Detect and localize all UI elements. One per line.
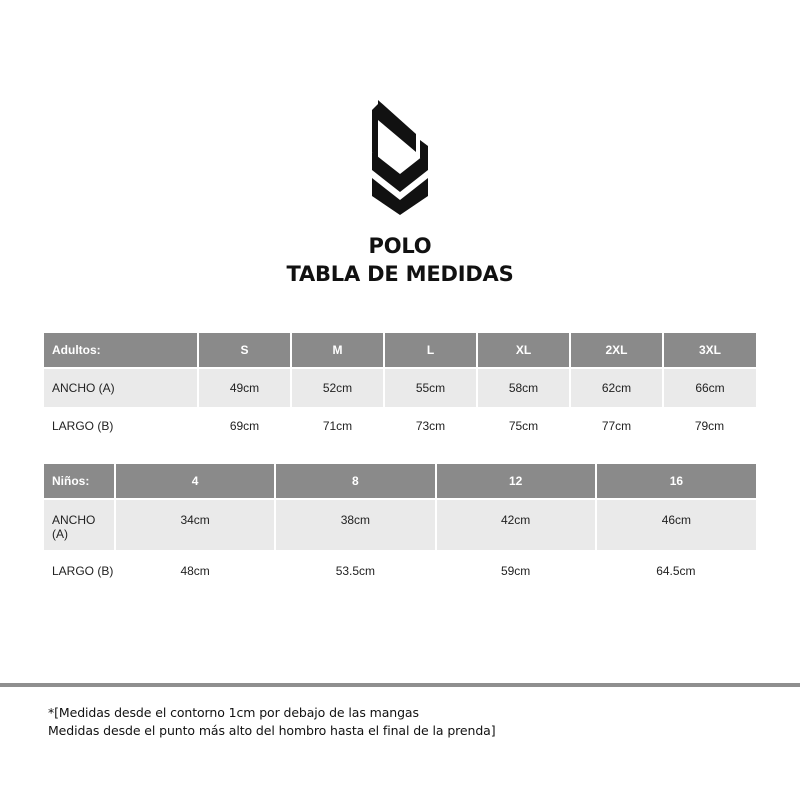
- kids-header-label: Niños:: [44, 464, 115, 499]
- table-cell: 75cm: [508, 419, 539, 433]
- table-cell: 53.5cm: [335, 564, 376, 578]
- row-label: LARGO (B): [52, 419, 114, 433]
- adults-size-3xl: 3XL: [663, 333, 756, 368]
- table-cell: 59cm: [500, 564, 531, 578]
- adults-size-l: L: [384, 333, 477, 368]
- table-cell: 79cm: [694, 419, 725, 433]
- kids-size-16: 16: [596, 464, 756, 499]
- kids-header-row: [44, 464, 756, 499]
- table-cell: 71cm: [322, 419, 353, 433]
- adults-size-xl: XL: [477, 333, 570, 368]
- table-cell: 55cm: [384, 368, 477, 407]
- table-cell: 42cm: [436, 499, 596, 550]
- table-cell: 52cm: [291, 368, 384, 407]
- adults-row-length: [44, 407, 756, 445]
- measurement-note-1: *[Medidas desde el contorno 1cm por debajo de las mangas: [48, 705, 419, 720]
- row-label: ANCHO (A): [44, 368, 198, 407]
- adults-size-m: M: [291, 333, 384, 368]
- table-cell: 46cm: [596, 499, 756, 550]
- table-cell: 73cm: [415, 419, 446, 433]
- table-cell: 58cm: [477, 368, 570, 407]
- measurement-note-2: Medidas desde el punto más alto del hombro hasta el final de la prenda]: [48, 723, 496, 738]
- adults-header-label: Adultos:: [44, 333, 198, 368]
- table-cell: 69cm: [229, 419, 260, 433]
- table-cell: 38cm: [275, 499, 435, 550]
- table-cell: 66cm: [663, 368, 756, 407]
- divider: [0, 683, 800, 687]
- kids-size-table: [44, 464, 756, 600]
- adults-size-table: [44, 333, 756, 445]
- table-cell: 77cm: [601, 419, 632, 433]
- row-label: ANCHO (A): [44, 499, 115, 550]
- adults-header-row: [44, 333, 756, 368]
- kids-size-12: 12: [436, 464, 596, 499]
- size-chart-title: TABLA DE MEDIDAS: [286, 262, 514, 286]
- kids-row-length: [44, 550, 756, 600]
- table-cell: 64.5cm: [656, 564, 696, 578]
- table-cell: 48cm: [180, 564, 210, 578]
- kids-size-8: 8: [275, 464, 435, 499]
- product-title: POLO: [368, 234, 432, 258]
- table-cell: 62cm: [570, 368, 663, 407]
- adults-size-2xl: 2XL: [570, 333, 663, 368]
- row-label: LARGO (B): [52, 564, 114, 578]
- table-cell: 49cm: [198, 368, 291, 407]
- adults-size-s: S: [198, 333, 291, 368]
- kids-row-width: [44, 499, 756, 550]
- adults-row-width: [44, 368, 756, 407]
- brand-logo: [370, 100, 430, 215]
- table-cell: 34cm: [115, 499, 275, 550]
- kids-size-4: 4: [115, 464, 275, 499]
